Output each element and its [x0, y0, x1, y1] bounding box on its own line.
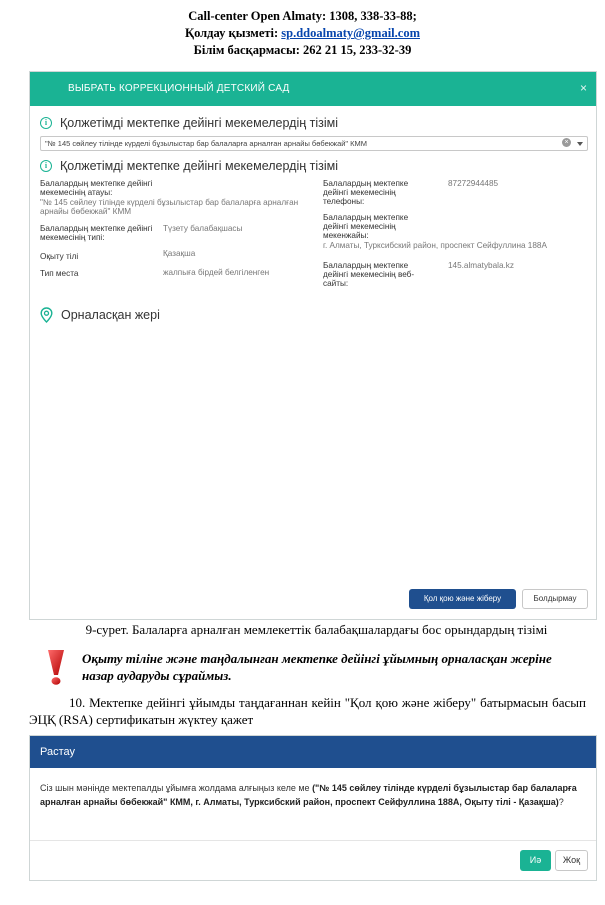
figure-caption: 9-сурет. Балаларға арналған мемлекеттік балабақшалардағы бос орындардың тізімі: [85, 622, 548, 637]
kindergarten-select[interactable]: [40, 136, 588, 151]
type-value: Түзету балабақшасы: [163, 224, 243, 233]
place-type-label: Тип места: [40, 269, 79, 278]
modal-header: [30, 72, 596, 106]
call-center-line: Call-center Open Almaty: 1308, 338-33-88;: [188, 9, 417, 23]
warning-text: Оқыту тіліне және таңдалынған мектепке дейінгі ұйымның орналасқан жеріне назар аударуды сұраймыз.: [82, 651, 552, 683]
contact-header: [0, 8, 605, 59]
close-icon[interactable]: ×: [579, 81, 587, 95]
location-pin-icon: [40, 307, 53, 323]
confirm-modal-body: Сіз шын мәнінде мектепалды ұйымға жолдама алғыңыз келе ме ("№ 145 сөйлеу тілінде күрделі бұзылыстар бар балаларға арналған арнайы бөбекжай" КММ, г. Алматы, Турксибский район, проспект Сейфуллина 188А, Оқыту тілі - Қазақша)?: [40, 783, 577, 807]
confirm-modal-title: Растау: [30, 736, 596, 768]
address-label: Балалардың мектепке дейінгі мекемесінің мекенжайы:: [323, 213, 409, 240]
support-email-link[interactable]: sp.ddoalmaty@gmail.com: [281, 26, 420, 40]
no-button[interactable]: Жоқ: [555, 850, 588, 871]
info-icon: i: [40, 160, 52, 172]
language-value: Қазақша: [163, 249, 196, 258]
clear-icon[interactable]: ×: [562, 138, 571, 147]
details-section-title: i Қолжетімді мектепке дейінгі мекемелердің тізімі: [40, 159, 338, 173]
language-label: Оқыту тілі: [40, 252, 79, 261]
exclamation-icon: [44, 648, 68, 686]
divider: [30, 840, 596, 841]
type-label: Балалардың мектепке дейінгі мекемесінің типі:: [40, 224, 153, 242]
modal-title: ВЫБРАТЬ КОРРЕКЦИОННЫЙ ДЕТСКИЙ САД: [68, 83, 290, 94]
phone-value: 87272944485: [448, 179, 499, 188]
support-line: Қолдау қызметі: sp.ddoalmaty@gmail.com: [185, 26, 420, 40]
confirm-details: ("№ 145 сөйлеу тілінде күрделі бұзылыстар бар балаларға арналған арнайы бөбекжай" КММ, г. Алматы, Турксибский район, проспект Сейфуллина 188А, Оқыту тілі - Қазақша): [40, 783, 577, 807]
name-value: "№ 145 сөйлеу тілінде күрделі бұзылыстар бар балаларға арналған арнайы бөбекжай" КММ: [40, 198, 299, 216]
sign-and-send-button[interactable]: Қол қою және жіберу: [409, 589, 516, 609]
education-dept-line: Білім басқармасы: 262 21 15, 233-32-39: [193, 43, 412, 57]
chevron-down-icon[interactable]: [577, 142, 583, 146]
available-list-title: i Қолжетімді мектепке дейінгі мекемелердің тізімі: [40, 116, 338, 130]
address-value: г. Алматы, Турксибский район, проспект Сейфуллина 188А: [323, 241, 547, 250]
step-instruction: 10. Мектепке дейінгі ұйымды таңдағаннан кейін "Қол қою және жіберу" батырмасын басып ЭЦҚ (RSA) сертификатын жүктеу қажет: [29, 695, 586, 727]
select-kindergarten-modal: [29, 71, 597, 620]
yes-button[interactable]: Иә: [520, 850, 551, 871]
name-label: Балалардың мектепке дейінгі мекемесінің атауы:: [40, 179, 153, 197]
website-value: 145.almatybala.kz: [448, 261, 514, 270]
kindergarten-select-value: "№ 145 сөйлеу тілінде күрделі бұзылыстар бар балаларға арналған арнайы бөбекжай" КММ: [45, 139, 368, 148]
location-title: Орналасқан жері: [40, 307, 160, 323]
cancel-button[interactable]: Болдырмау: [522, 589, 588, 609]
info-icon: i: [40, 117, 52, 129]
phone-label: Балалардың мектепке дейінгі мекемесінің телефоны:: [323, 179, 409, 206]
website-label: Балалардың мектепке дейінгі мекемесінің веб-сайты:: [323, 261, 415, 288]
confirm-modal: [29, 735, 597, 881]
place-type-value: жалпыға бірдей белгіленген: [163, 268, 270, 277]
